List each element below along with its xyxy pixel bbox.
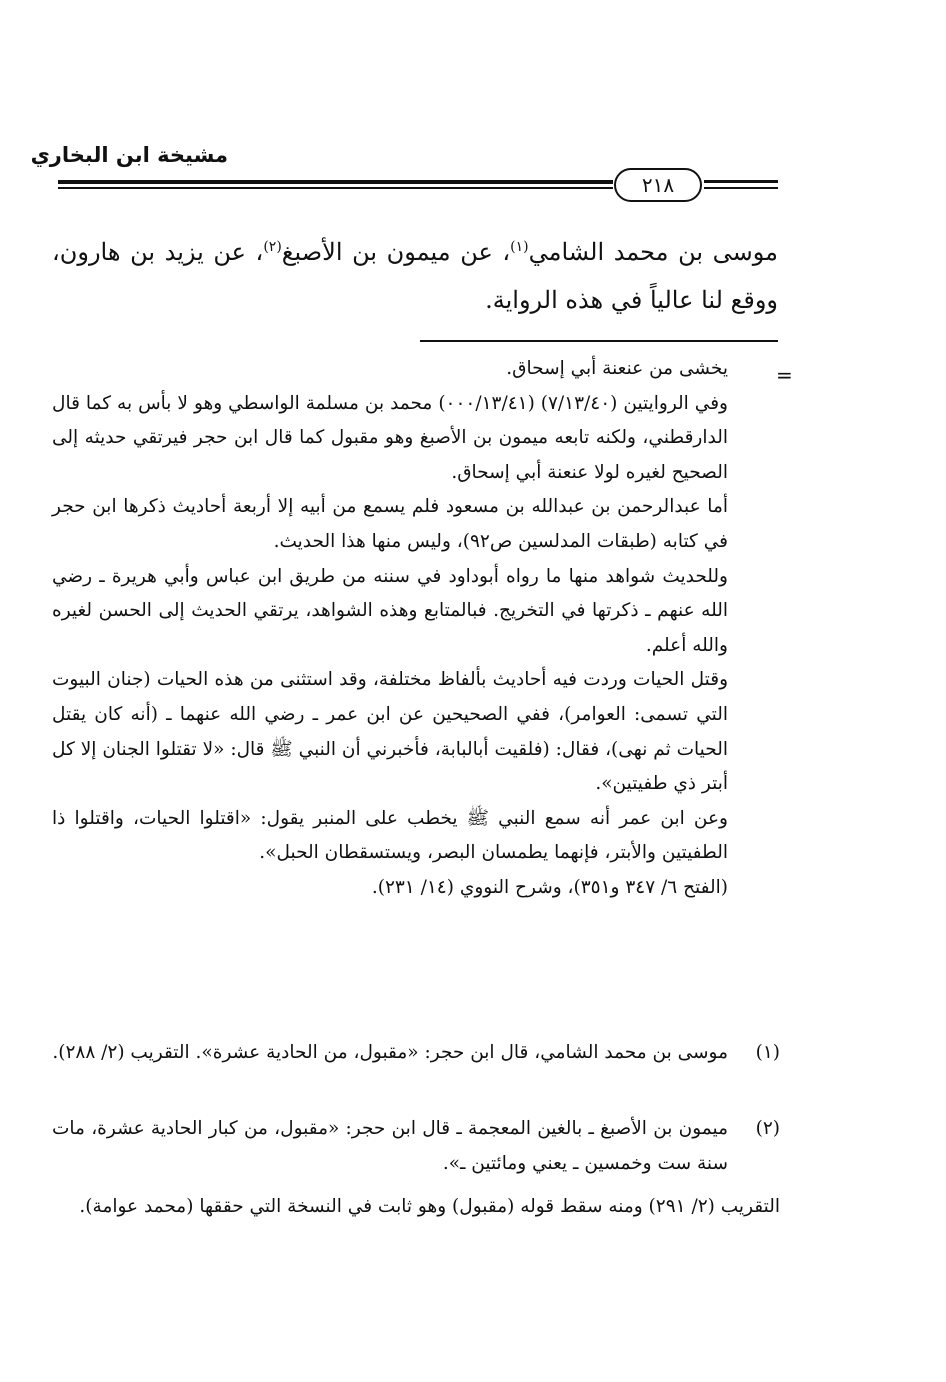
footnote-ref-2: (٢) (263, 239, 282, 255)
header-rule-thin (58, 187, 613, 189)
main-text (52, 228, 778, 324)
footnote-2-continued (52, 1190, 780, 1225)
footnote-2 (52, 1112, 780, 1181)
continued-note (52, 352, 728, 906)
footnote-body (52, 1112, 728, 1181)
footnote-ref-1: (١) (510, 239, 529, 255)
note-paragraph: وعن ابن عمر أنه سمع النبي ﷺ يخطب على المنبر يقول: «اقتلوا الحيات، واقتلوا ذا الطفيتين والأبتر، فإنهما يطمسان البصر، ويستسقطان الحبل». (52, 807, 728, 864)
main-paragraph (52, 228, 778, 324)
continuation-mark: = (776, 363, 793, 387)
header-rule-right-thick (704, 180, 778, 183)
footnote-paragraph: التقريب (٢/ ٢٩١) ومنه سقط قوله (مقبول) وهو ثابت في النسخة التي حققها (محمد عوامة). (79, 1196, 780, 1217)
main-text-segment: ، عن ميمون بن الأصبغ (281, 238, 511, 266)
note-paragraph: يخشى من عنعنة أبي إسحاق. (506, 358, 728, 379)
note-paragraph: (الفتح ٦/ ٣٤٧ و٣٥١)، وشرح النووي (١٤/ ٢٣١). (371, 876, 728, 898)
header-rule-right-thin (704, 187, 778, 189)
running-title: مشيخة ابن البخاري (30, 143, 228, 167)
header-rule-thick (58, 180, 613, 184)
main-text-segment: موسى بن محمد الشامي (528, 238, 778, 266)
footnote-separator (420, 340, 778, 342)
footnote-body (52, 1190, 780, 1225)
note-paragraph: وقتل الحيات وردت فيه أحاديث بألفاظ مختلفة، وقد استثنى من هذه الحيات (جنان البيوت التي تسمى: العوامر)، ففي الصحيحين عن ابن عمر ـ رضي الله عنهما ـ (أنه كان يقتل الحيات ثم نهى)، فقال: (فلقيت أبالبابة، فأخبرني أن النبي ﷺ قال: «لا تقتلوا الجنان إلا كل أبتر ذي طفيتين». (52, 669, 728, 795)
footnote-body (52, 1036, 728, 1071)
note-paragraph: وللحديث شواهد منها ما رواه أبوداود في سننه من طريق ابن عباس وأبي هريرة ـ رضي الله عنهم ـ ذكرتها في التخريج. فبالمتابع وهذه الشواهد، يرتقي الحديث إلى الحسن لغيره والله أعلم. (52, 565, 728, 656)
footnote-paragraph: ميمون بن الأصبغ ـ بالغين المعجمة ـ قال ابن حجر: «مقبول، من كبار الحادية عشرة، مات سنة ست وخمسين ـ يعني ومائتين ـ». (52, 1118, 728, 1174)
note-paragraph: أما عبدالرحمن بن عبدالله بن مسعود فلم يسمع من أبيه إلا أربعة أحاديث ذكرها ابن حجر في كتابه (طبقات المدلسين ص٩٢)، وليس منها هذا الحديث. (52, 496, 728, 552)
footnote-1 (52, 1036, 780, 1071)
main-text-segment: ، عن يزيد بن هارون، ووقع لنا عالياً في هذه الرواية. (52, 238, 778, 314)
note-paragraph: وفي الروايتين (٧/١٣/٤٠) (٠٠٠/١٣/٤١) محمد بن مسلمة الواسطي وهو لا بأس به كما قال الدارقطني، ولكنه تابعه ميمون بن الأصبغ وهو مقبول كما قال ابن حجر فيرتقي حديثه إلى الصحيح لغيره لولا عنعنة أبي إسحاق. (52, 392, 728, 483)
footnote-paragraph: موسى بن محمد الشامي، قال ابن حجر: «مقبول، من الحادية عشرة». التقريب (٢/ ٢٨٨). (52, 1042, 728, 1063)
page-number: ٢١٨ (614, 168, 702, 202)
footnote-number: (٢) (755, 1118, 780, 1139)
footnote-number: (١) (755, 1042, 780, 1063)
